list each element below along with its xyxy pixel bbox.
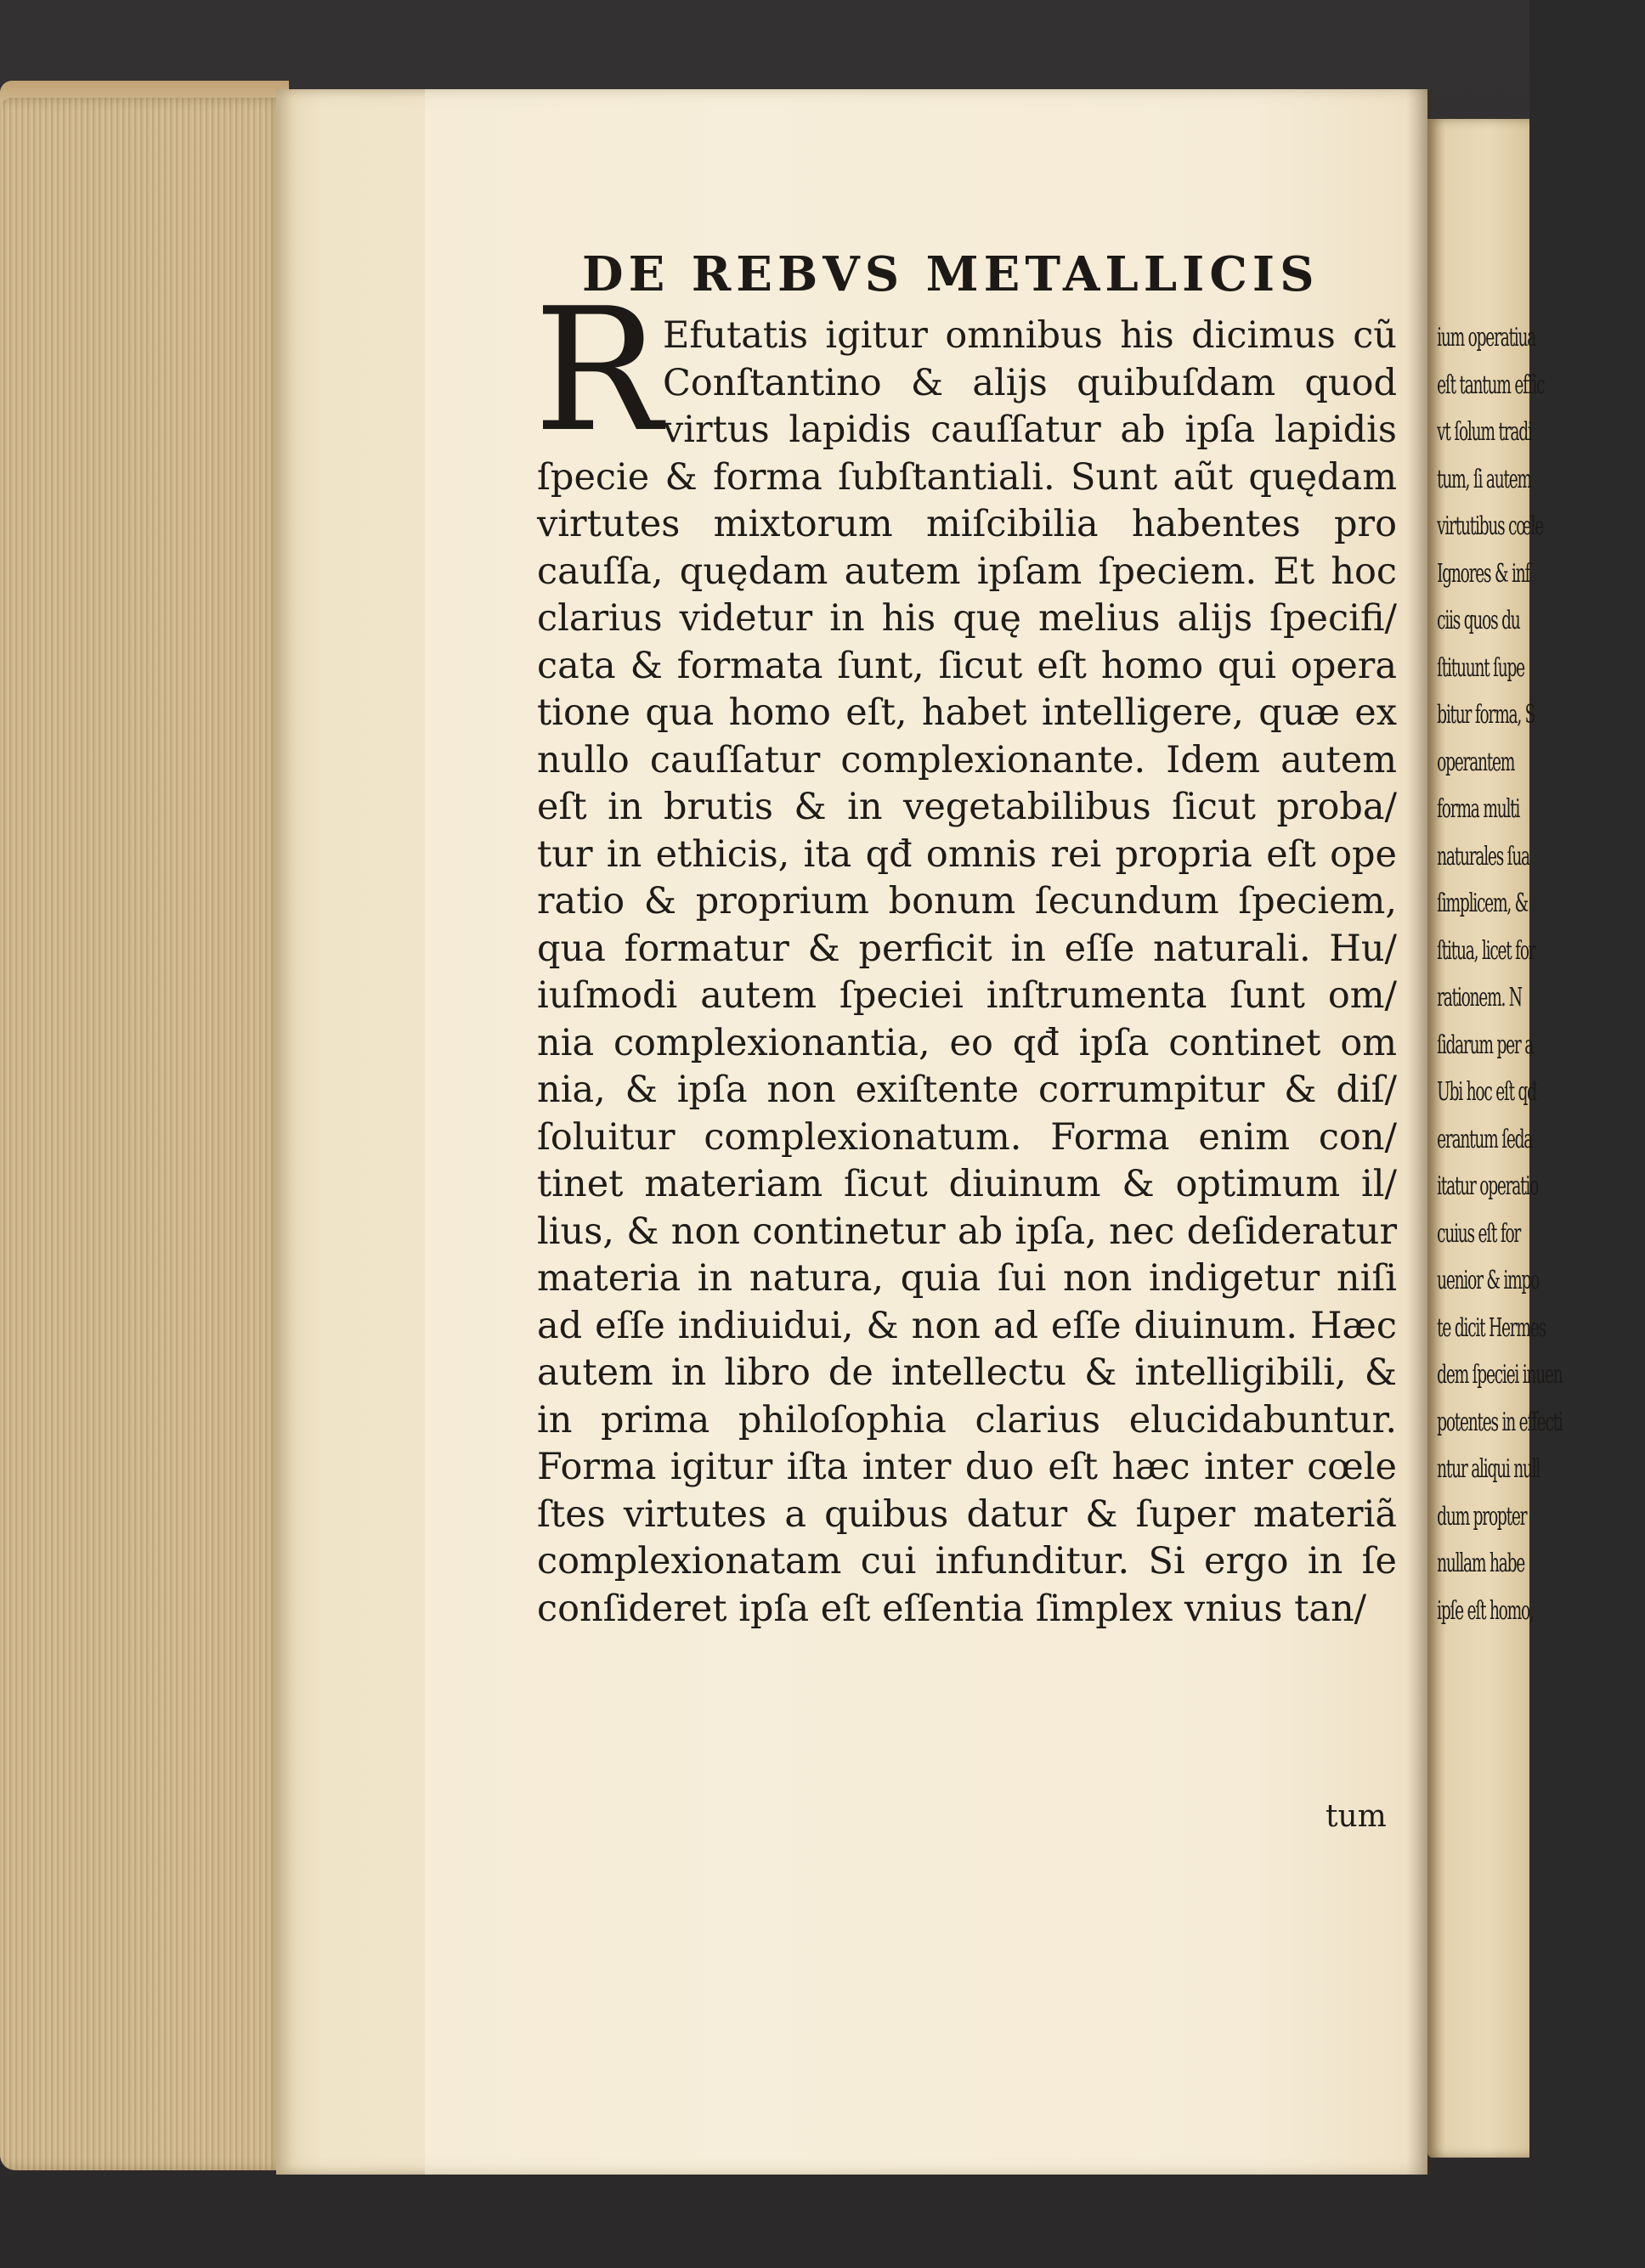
text-line: ſoluitur complexionatum. Forma enim con/ bbox=[537, 1115, 1397, 1159]
page-edges-stack bbox=[0, 98, 285, 2170]
text-line: lius, & non continetur ab ipſa, nec deſideratur bbox=[537, 1210, 1397, 1253]
facing-text-line: Ignores & inf bbox=[1437, 558, 1530, 589]
facing-text-line: tum, ſi autem bbox=[1437, 464, 1531, 494]
text-line: eſt in brutis & in vegetabilibus ſicut proba/ bbox=[537, 786, 1397, 828]
text-line: materia in natura, quia ſui non indigetur niſi bbox=[537, 1257, 1397, 1300]
facing-text-line: ſtitua, licet for bbox=[1437, 935, 1535, 966]
facing-text-line: bitur forma, S bbox=[1437, 700, 1535, 730]
text-line: ſtes virtutes a quibus datur & ſuper materiã bbox=[537, 1492, 1397, 1536]
text-line: cata & formata ſunt, ſicut eſt homo qui opera bbox=[537, 644, 1397, 687]
facing-text-line: te dicit Hermes bbox=[1437, 1312, 1546, 1343]
text-line: Efutatis igitur omnibus his dicimus cũ bbox=[663, 314, 1397, 357]
drop-cap-initial: R bbox=[534, 272, 662, 470]
text-line: tinet materiam ſicut diuinum & optimum il/ bbox=[537, 1163, 1397, 1205]
facing-text-line: vt ſolum tradi bbox=[1437, 417, 1532, 447]
facing-text-line: ſimplicem, & bbox=[1437, 889, 1529, 918]
running-head: DE REBVS METALLICIS bbox=[582, 246, 1320, 302]
text-line: nullo cauſſatur complexionante. Idem autem bbox=[537, 738, 1397, 781]
facing-text-line: virtutibus cœle bbox=[1437, 511, 1543, 541]
body-text bbox=[537, 313, 1397, 1633]
text-line: complexionatam cui infunditur. Si ergo in ſe bbox=[537, 1540, 1397, 1583]
facing-text-line: uenior & impo bbox=[1437, 1266, 1540, 1295]
facing-text-line: ſidarum per a bbox=[1437, 1030, 1534, 1060]
text-line: ad eſſe indiuidui, & non ad eſſe diuinum. Hæc bbox=[537, 1304, 1397, 1347]
facing-text-line: forma multi bbox=[1437, 794, 1520, 824]
facing-text-line: ntur aliqui null bbox=[1437, 1454, 1540, 1484]
text-line: virtus lapidis cauſſatur ab ipſa lapidis bbox=[663, 409, 1397, 451]
text-line: tione qua homo eſt, habet intelligere, quæ ex bbox=[537, 691, 1397, 734]
text-line: nia complexionantia, eo qđ ipſa continet om bbox=[537, 1021, 1397, 1064]
facing-text-line: itatur operatio bbox=[1437, 1171, 1539, 1201]
text-line: nia, & ipſa non exiſtente corrumpitur & diſ/ bbox=[537, 1069, 1397, 1111]
facing-text-line: ciis quos du bbox=[1437, 606, 1520, 635]
facing-text-line: Ubi hoc eſt qđ bbox=[1437, 1077, 1536, 1107]
text-line: ratio & proprium bonum ſecundum ſpeciem, bbox=[537, 880, 1397, 922]
facing-text-line: nullam habe bbox=[1437, 1549, 1525, 1578]
facing-text-line: ium operatiua bbox=[1437, 323, 1536, 353]
facing-page bbox=[1427, 119, 1563, 2158]
text-line: Conſtantino & alijs quibuſdam quod bbox=[663, 361, 1397, 404]
catchword: tum bbox=[1326, 1799, 1387, 1834]
text-line: in prima philoſophia clarius elucidabuntur. bbox=[537, 1398, 1397, 1441]
facing-text-line: ipſe eſt homo, bbox=[1437, 1595, 1534, 1626]
text-line: conſideret ipſa eſt eſſentia ſimplex vnius tan/ bbox=[537, 1587, 1367, 1630]
text-line: ſpecie & forma ſubſtantiali. Sunt aũt quędam bbox=[537, 455, 1397, 499]
text-line: autem in libro de intellectu & intelligibili, & bbox=[537, 1351, 1397, 1394]
facing-text-line: dem ſpeciei inuen bbox=[1437, 1360, 1563, 1390]
facing-text-line: rationem. N bbox=[1437, 983, 1522, 1013]
facing-text-line: operantem bbox=[1437, 747, 1515, 777]
facing-text-line: ſtituunt ſupe bbox=[1437, 652, 1524, 683]
facing-text-line: dum propter bbox=[1437, 1501, 1527, 1532]
facing-text-line: cuius eſt for bbox=[1437, 1218, 1521, 1249]
facing-page-text bbox=[1427, 314, 1645, 1634]
text-line: clarius videtur in his quę melius alijs ſpecifi/ bbox=[537, 597, 1397, 640]
text-line: cauſſa, quędam autem ipſam ſpeciem. Et hoc bbox=[537, 550, 1397, 593]
text-line: Forma igitur iſta inter duo eſt hæc inter cœle bbox=[537, 1446, 1397, 1488]
text-line: virtutes mixtorum miſcibilia habentes pro bbox=[537, 503, 1397, 545]
facing-text-line: erantum ſeda bbox=[1437, 1124, 1533, 1154]
text-line: iuſmodi autem ſpeciei inſtrumenta ſunt om/ bbox=[537, 974, 1397, 1017]
text-line: qua formatur & perficit in eſſe naturali. Hu/ bbox=[537, 927, 1397, 970]
facing-text-line: potentes in effecti bbox=[1437, 1407, 1563, 1437]
facing-text-line: eſt tantum effic bbox=[1437, 370, 1545, 400]
facing-text-line: naturales ſua bbox=[1437, 841, 1529, 872]
text-line: tur in ethicis, ita qđ omnis rei propria eſt ope bbox=[537, 832, 1397, 876]
